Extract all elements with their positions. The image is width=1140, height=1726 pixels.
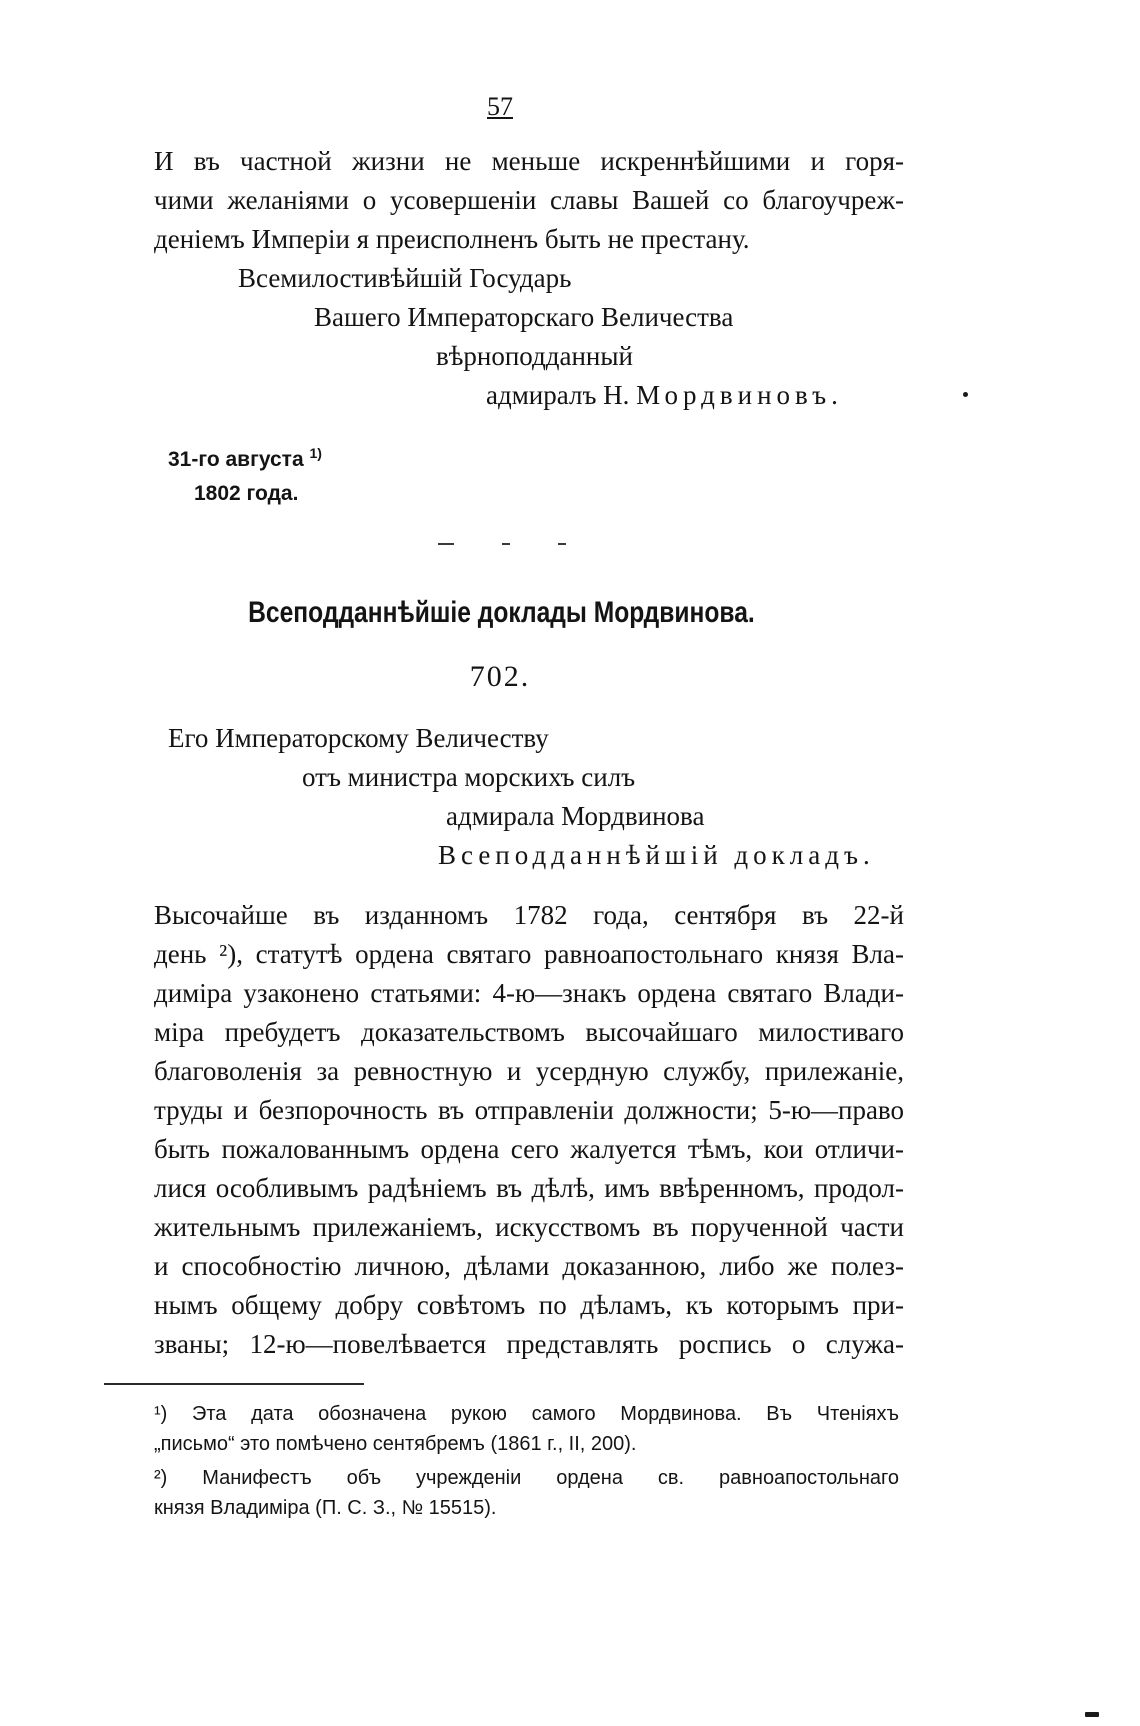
separator-dash (438, 543, 454, 545)
section-heading: Всеподданнѣйшіе доклады Мордвинова. (248, 596, 755, 629)
ink-speck (963, 392, 968, 397)
signature-name: Мордвиновъ. (636, 380, 843, 410)
report-line-5: благоволенія за ревностную и усердную службу, прилежаніе, (154, 1056, 904, 1086)
page-number: 57 (487, 92, 513, 121)
report-line-7: быть пожалованнымъ ордена сего жалуется тѣмъ, кои отличи- (154, 1134, 904, 1164)
report-line-4: міра пребудетъ доказательствомъ высочайшаго милостиваго (154, 1017, 904, 1047)
footnote-2-line-2: князя Владиміра (П. С. З., № 15515). (154, 1497, 497, 1519)
footnote-1-line-2: „письмо“ это помѣчено сентябремъ (1861 г., II, 200). (154, 1433, 637, 1455)
address-line-1: Его Императорскому Величеству (168, 723, 549, 753)
page-corner-mark (1085, 1712, 1099, 1717)
report-line-6: труды и безпорочность въ отправленіи должности; 5-ю—право (154, 1095, 904, 1125)
document-number: 702. (469, 660, 531, 693)
subject-line: вѣрноподданный (436, 341, 633, 371)
report-line-2: день ²), статутѣ ордена святаго равноапостольнаго князя Вла- (154, 939, 904, 969)
report-title: Всеподданнѣйшій докладъ. (438, 840, 875, 870)
date-line-2: 1802 года. (194, 482, 299, 505)
address-line-2: отъ министра морскихъ силъ (302, 762, 636, 792)
closing-line-1: И въ частной жизни не меньше искреннѣйшими и горя- (154, 146, 904, 176)
signature-prefix: адмиралъ Н. (486, 380, 630, 410)
signature (486, 380, 843, 411)
report-line-3: диміра узаконено статьями: 4-ю—знакъ ордена святаго Влади- (154, 978, 904, 1008)
separator-dash (558, 543, 566, 545)
report-line-12: званы; 12-ю—повелѣвается представлять роспись о служа- (154, 1329, 904, 1359)
footnote-2-line-1: ²) Манифестъ объ учрежденіи ордена св. равноапостольнаго (154, 1467, 899, 1489)
date-line-1: 31-го августа (168, 448, 304, 471)
separator-dash (502, 543, 510, 545)
footnote-rule (104, 1383, 364, 1385)
salutation: Всемилостивѣйшій Государь (238, 263, 572, 293)
report-line-9: жительнымъ прилежаніемъ, искусствомъ въ порученной части (154, 1212, 904, 1242)
report-line-1: Высочайше въ изданномъ 1782 года, сентября въ 22-й (154, 900, 904, 930)
letter-date (168, 445, 322, 472)
report-line-11: нымъ общему добру совѣтомъ по дѣламъ, къ которымъ при- (154, 1290, 904, 1320)
report-line-10: и способностію личною, дѣлами доказанною, либо же полез- (154, 1251, 904, 1281)
closing-line-3: деніемъ Имперіи я преисполненъ быть не престану. (154, 224, 750, 254)
footnote-1-line-1: ¹) Эта дата обозначена рукою самого Мордвинова. Въ Чтеніяхъ (154, 1403, 899, 1425)
subscription: Вашего Императорскаго Величества (314, 302, 734, 332)
report-line-8: лися особливымъ радѣніемъ въ дѣлѣ, имъ ввѣренномъ, продол- (154, 1173, 904, 1203)
footnote-ref-1: 1) (309, 445, 322, 461)
address-line-3: адмирала Мордвинова (446, 801, 705, 831)
closing-line-2: чими желаніями о усовершеніи славы Вашей со благоучреж- (154, 185, 904, 215)
